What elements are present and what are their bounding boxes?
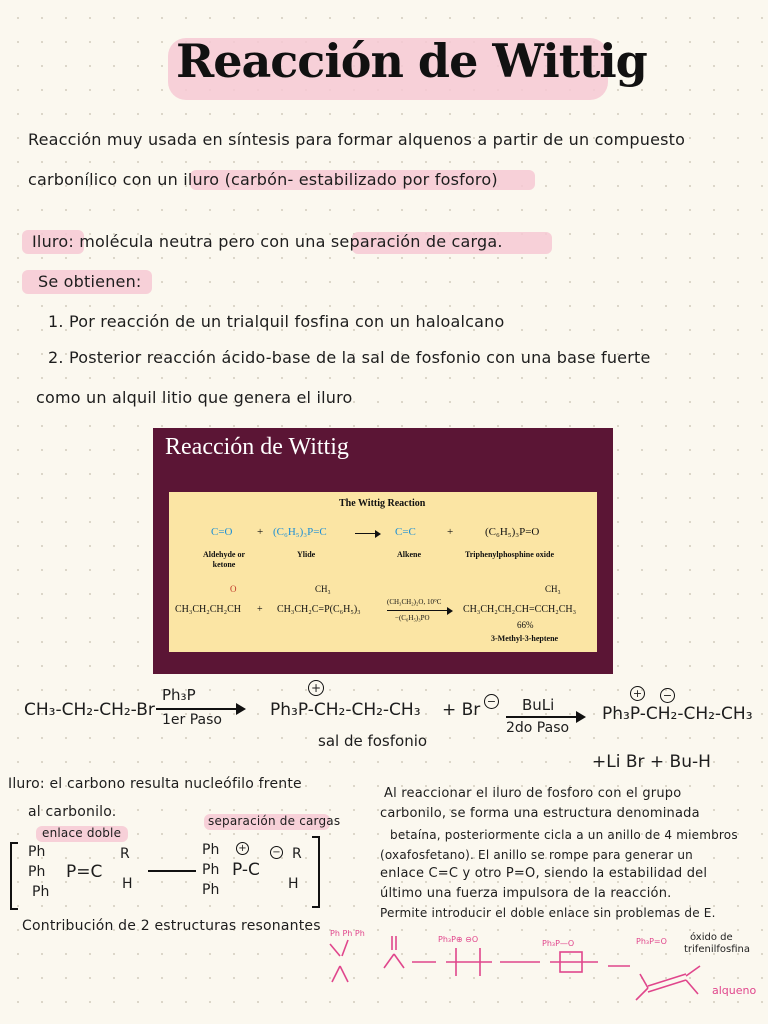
scheme-bromide: + Br [442,700,481,720]
label-ylide: Ylide [297,550,316,559]
res2-pc: P-C [232,860,260,880]
oxide-structure: (C₆H₅)₃P=O [485,526,540,538]
separacion-label: separación de cargas [208,814,341,828]
left-note-line-2: al carbonilo. [28,804,117,820]
res1-ph1: Ph [28,844,46,860]
reaction-arrowhead-1 [375,530,381,538]
condition-top: (CH₃CH₂)₂O, 10°C [387,598,442,606]
wittig-figure [153,428,613,674]
step-2-continuation: como un alquil litio que genera el iluro [36,388,353,407]
page-title: Reacción de Wittig [176,34,647,88]
scheme-reagent2: BuLi [522,696,555,714]
scheme-arrowhead-2 [576,711,586,723]
scheme-step2: 2do Paso [506,720,570,736]
resonance-bracket-left [10,842,18,910]
figure-title: Reacción de Wittig [165,434,349,460]
label-alkene: Alkene [397,550,421,559]
right-note-line-7: Permite introducir el doble enlace sin problemas de E. [380,906,716,920]
label-aldehyde: Aldehyde or ketone [203,550,245,569]
iluro-definition: Iluro: molécula neutra pero con una separación de carga. [32,232,503,251]
mechanism-sketch [0,914,768,1024]
scheme-ylide-charge-plus: + [630,686,645,701]
res2-ph3: Ph [202,882,220,898]
res1-ph2: Ph [28,864,46,880]
res1-ph3: Ph [32,884,50,900]
mechanism-oxide-label: óxido de trifenilfosfina [684,932,750,955]
right-note-line-4: (oxafosfetano). El anillo se rompe para generar un [380,848,693,862]
plus-sign-3: + [257,604,263,615]
res1-r: R [120,846,130,862]
mechanism-oxide: Ph₃P=O [636,937,667,946]
scheme-salt-charge: + [308,680,324,696]
reaction-arrow-1 [355,533,377,534]
step-1: 1. Por reacción de un trialquil fosfina con un haloalcano [48,312,505,331]
scheme-salt: Ph₃P-CH₂-CH₂-CH₃ [270,700,421,720]
right-note-line-3: betaína, posteriormente cicla a un anillo de 4 miembros [390,828,738,842]
ylide-structure [273,526,327,538]
reaction-arrow-2 [387,610,449,611]
scheme-step1: 1er Paso [162,712,222,728]
label-oxide: Triphenylphosphine oxide [465,550,554,559]
res1-pc: P=C [66,862,103,882]
reactant1-oxygen: O [230,584,237,594]
enlace-doble-label: enlace doble [42,826,122,840]
right-note-line-2: carbonilo, se forma una estructura denominada [380,806,700,821]
step-2: 2. Posterior reacción ácido-base de la sal de fosfonio con una base fuerte [48,348,651,367]
resonance-caption: Contribución de 2 estructuras resonantes [22,918,321,934]
right-note-line-6: último una fuerza impulsora de la reacción. [380,886,672,901]
right-note-line-1: Al reaccionar el iluro de fosforo con el grupo [384,786,682,801]
svg-text:Ph₃P⊕ ⊖O: Ph₃P⊕ ⊖O [438,935,479,944]
scheme-arrowhead-1 [236,703,246,715]
condition-bottom: −(C₆H₅)₃PO [395,614,430,622]
scheme-ylide: Ph₃P-CH₂-CH₂-CH₃ [602,704,753,724]
mechanism-phenyls: Ph Ph Ph [330,929,365,938]
res2-ph1: Ph [202,842,220,858]
res2-ph2: Ph [202,862,220,878]
scheme-salt-name: sal de fosfonio [318,732,428,750]
scheme-arrow-1 [156,708,238,710]
svg-text:Ph₃P—O: Ph₃P—O [542,939,575,948]
res2-r: R [292,846,302,862]
intro-line-2: carbonílico con un iluro (carbón- estabilizado por fosforo) [28,170,498,189]
res2-charge-plus: + [236,842,249,855]
intro-line-1: Reacción muy usada en síntesis para formar alquenos a partir de un compuesto [28,130,686,149]
product-yield: 66% [517,620,534,630]
reactant2: CH₃CH₂C=P(C₆H₅)₃ [277,604,361,615]
resonance-arrow [148,870,196,872]
reactant2-methyl: CH₃ [315,584,331,594]
res1-h: H [122,876,133,892]
resonance-bracket-right [312,836,320,908]
se-obtienen-heading: Se obtienen: [38,272,142,291]
res2-h: H [288,876,299,892]
ylide-formula: (C₆H₅)₃P=C [273,526,327,538]
product-methyl: CH₃ [545,584,561,594]
aldehyde-structure: C=O [211,526,233,538]
product-name: 3-Methyl-3-heptene [491,634,559,643]
plus-sign-1: + [257,526,264,538]
scheme-bromide-charge: − [484,694,499,709]
scheme-start: CH₃-CH₂-CH₂-Br [24,700,155,720]
right-note-line-5: enlace C=C y otro P=O, siendo la estabilidad del [380,866,708,881]
left-note-line-1: Iluro: el carbono resulta nucleófilo frente [8,776,302,792]
product: CH₃CH₂CH₂CH=CCH₂CH₃ [463,604,577,615]
plus-sign-2: + [447,526,454,538]
figure-inner-panel [169,492,597,652]
figure-subtitle: The Wittig Reaction [339,498,426,509]
mechanism-alkene-label: alqueno [712,984,757,997]
scheme-ylide-charge-minus: − [660,688,675,703]
scheme-reagent1: Ph₃P [162,686,196,704]
reaction-arrowhead-2 [447,607,453,615]
scheme-arrow-2 [506,716,578,718]
scheme-byproducts: +Li Br + Bu-H [592,752,711,772]
res2-charge-minus: − [270,846,283,859]
alkene-structure: C=C [395,526,416,538]
reactant1: CH₃CH₂CH₂CH [175,604,242,615]
